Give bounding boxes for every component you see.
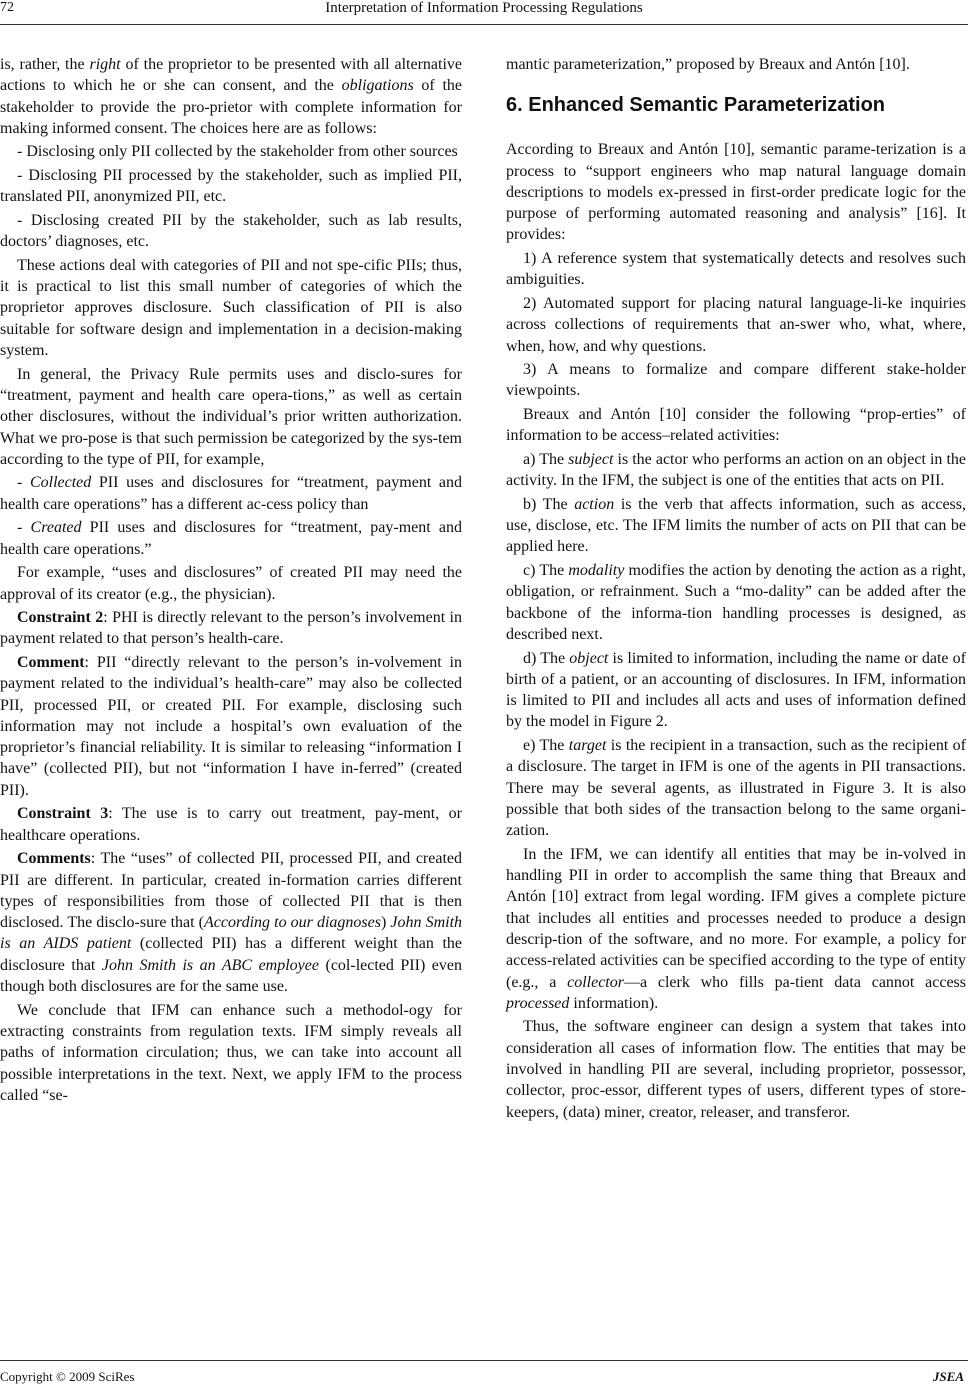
- property-subject: [506, 449, 966, 492]
- running-title: Interpretation of Information Processing Regulations: [325, 0, 643, 16]
- text-run: (col-lected PII) even though both disclosures are for the same use.: [0, 956, 462, 996]
- paragraph: Thus, the software engineer can design a system that takes into consideration all cases of information flow. The entities that may be involved in handling PII are several, including proprietor, possessor, collector, proc-essor, different types of users, different types of store-keepers, (data) miner, creator, releaser, and transferor.: [506, 1018, 966, 1121]
- paragraph: - Disclosing created PII by the stakeholder, such as lab results, doctors’ diagnoses, etc.: [0, 211, 462, 251]
- section-heading: 6. Enhanced Semantic Parameterization: [506, 94, 886, 117]
- paragraph: Breaux and Antón [10] consider the following “prop-erties” of information to be access–related activities:: [506, 406, 966, 445]
- text-run: c) The: [523, 562, 569, 580]
- paragraph: In general, the Privacy Rule permits uses and disclo-sures for “treatment, payment and health care opera-tions,” as well as certain other disclosures, without the individual’s prior written authorization. What we pro-pose is that such permission be categorized by the sys-tem according to the type of PII, for example,: [0, 365, 462, 468]
- bold-run: Comments: [17, 850, 91, 868]
- text-run: : PII “directly relevant to the person’s in-volvement in payment related to the individual’s health-care” may also be collected PII, processed PII, or created PII. For example, disclosing such information may not include a hospital’s own evaluation of the proprietor’s financial reliability. It is similar to releasing “information I have” (collected PII), but not “information I have in-ferred” (created PII).: [0, 653, 462, 799]
- text-run: (collected PII) has a different weight than the disclosure that: [0, 935, 462, 974]
- text-run: -: [17, 474, 30, 492]
- text-run: is the verb that affects information, such as access, use, disclose, etc. The IFM limits the number of acts on PII that can be applied here.: [506, 495, 966, 556]
- text-run: : The “uses” of collected PII, processed PII, and created PII are different. In particular, created in-formation carries different types of responsibilities from those of collected PII that is then disclosed. The disclo-sure that (: [0, 850, 462, 932]
- page-number: 72: [0, 0, 14, 15]
- page-header: [0, 0, 968, 25]
- italic-run: subject: [568, 450, 614, 468]
- paragraph: [506, 844, 966, 1014]
- italic-run: Collected: [29, 474, 92, 492]
- text-run: modifies the action by denoting the action as a right, obligation, or refrainment. Such a “mo-dality” can be added after the backbone of the informa-tion handling processes is designed, as described next.: [506, 562, 966, 643]
- paragraph: We conclude that IFM can enhance such a methodol-ogy for extracting constraints from regulation texts. IFM simply reveals all paths of information circulation; thus, we can take into account all possible interpretations in the text. Next, we apply IFM to the process called “se-: [0, 1001, 462, 1104]
- text-run: is, rather, the: [0, 56, 90, 73]
- italic-run: object: [569, 649, 609, 667]
- text-run: PII uses and disclosures for “treatment, payment and health care operations” has a different ac-cess policy than: [0, 474, 463, 513]
- text-run: PII uses and disclosures for “treatment, pay-ment and health care operations.”: [0, 519, 463, 558]
- text-run: e) The: [523, 736, 569, 754]
- text-run: ): [380, 914, 391, 932]
- property-object: [506, 648, 966, 733]
- paragraph: mantic parameterization,” proposed by Breaux and Antón [10].: [506, 56, 910, 73]
- left-column: [0, 54, 462, 1106]
- property-modality: [506, 560, 966, 645]
- text-run: of the proprietor to be presented with all alternative actions to which he or she can consent, and the: [0, 56, 462, 95]
- property-action: [506, 494, 966, 558]
- paragraph: [0, 472, 462, 515]
- copyright-notice: Copyright © 2009 SciRes: [0, 1369, 135, 1384]
- paragraph: For example, “uses and disclosures” of created PII may need the approval of its creator (e.g., the physician).: [0, 564, 462, 603]
- bold-run: Comment: [17, 653, 85, 671]
- text-run: a) The: [523, 450, 569, 468]
- italic-run: modality: [568, 562, 625, 580]
- italic-run: John Smith is an ABC employee: [101, 956, 319, 974]
- paragraph: These actions deal with categories of PII and not spe-cific PIIs; thus, it is practical to list this small number of categories of which the proprietor approves disclosure. Such classification of PII is also suitable for software design and implementation in a decision-making system.: [0, 256, 462, 360]
- paragraph: [0, 54, 462, 139]
- paragraph: - Disclosing PII processed by the stakeholder, such as implied PII, translated PII, anonymized PII, etc.: [0, 167, 462, 206]
- italic-run: collector: [567, 973, 624, 991]
- text-run: In the IFM, we can identify all entities that may be in-volved in handling PII in order to accomplish the same thing that Breaux and Antón [10] extract from legal wording. IFM gives a complete picture that includes all entities and processes needed to produce a design descrip-tion of the software, and no more. For example, a policy for access-related activities can be specified according to the type of entity (e.g., a: [506, 845, 966, 991]
- italic-run: John Smith is an AIDS patient: [0, 914, 463, 953]
- comments-paragraph: [0, 848, 462, 997]
- constraint-2-paragraph: [0, 607, 462, 650]
- text-run: b) The: [523, 495, 575, 513]
- page-footer: [0, 1360, 968, 1387]
- italic-run: According to our diagnoses: [203, 914, 381, 932]
- italic-run: right: [89, 56, 121, 73]
- text-run: is the actor who performs an action on an object in the activity. In the IFM, the subject is one of the entities that acts on PII.: [506, 450, 966, 490]
- text-run: —a clerk who fills pa-tient data cannot access: [623, 973, 967, 991]
- paragraph: [0, 517, 462, 560]
- text-run: of the stakeholder to provide the pro-prietor with complete information for making informed consent. The choices here are as follows:: [0, 77, 463, 137]
- italic-run: obligations: [341, 77, 414, 95]
- list-item: 3) A means to formalize and compare different stake-holder viewpoints.: [506, 361, 966, 400]
- right-column: [506, 54, 966, 1123]
- text-run: is limited to information, including the name or date of birth of a patient, or an accounting of disclosures. In IFM, information is limited to PII and includes all acts and uses of information defined by the model in Figure 2.: [506, 649, 966, 731]
- italic-run: Created: [30, 519, 82, 537]
- text-run: -: [17, 519, 31, 537]
- bold-run: Constraint 3: [17, 805, 109, 823]
- list-item: 2) Automated support for placing natural language-li-ke inquiries across collections of requirements that an-swer who, what, where, when, how, and why questions.: [506, 294, 966, 355]
- paragraph: According to Breaux and Antón [10], semantic parame-terization is a process to “support engineers who map natural language domain descriptions to models ex-pressed in first-order predicate logic for the purpose of performing automated reasoning and analysis” [16]. It provides:: [506, 141, 966, 244]
- text-run: information).: [569, 994, 659, 1012]
- italic-run: action: [574, 495, 615, 513]
- constraint-3-paragraph: [0, 803, 462, 846]
- journal-name: JSEA: [932, 1369, 964, 1384]
- property-target: [506, 735, 966, 841]
- list-item: 1) A reference system that systematically detects and resolves such ambiguities.: [506, 250, 966, 289]
- italic-run: processed: [506, 994, 570, 1012]
- paragraph: - Disclosing only PII collected by the stakeholder from other sources: [17, 143, 458, 161]
- text-run: d) The: [523, 649, 570, 667]
- text-run: is the recipient in a transaction, such as the recipient of a disclosure. The target in IFM is one of the agents in PII transactions. There may be several agents, as illustrated in Figure 3. It is also possible that both sides of the transaction belong to the same organi-zation.: [506, 736, 967, 840]
- comment-paragraph: [0, 652, 462, 801]
- text-run: : The use is to carry out treatment, pay-ment, or healthcare operations.: [0, 805, 463, 844]
- bold-run: Constraint 2: [17, 609, 104, 627]
- italic-run: target: [568, 736, 607, 754]
- text-run: : PHI is directly relevant to the person’s involvement in payment related to that person’s health-care.: [0, 609, 462, 648]
